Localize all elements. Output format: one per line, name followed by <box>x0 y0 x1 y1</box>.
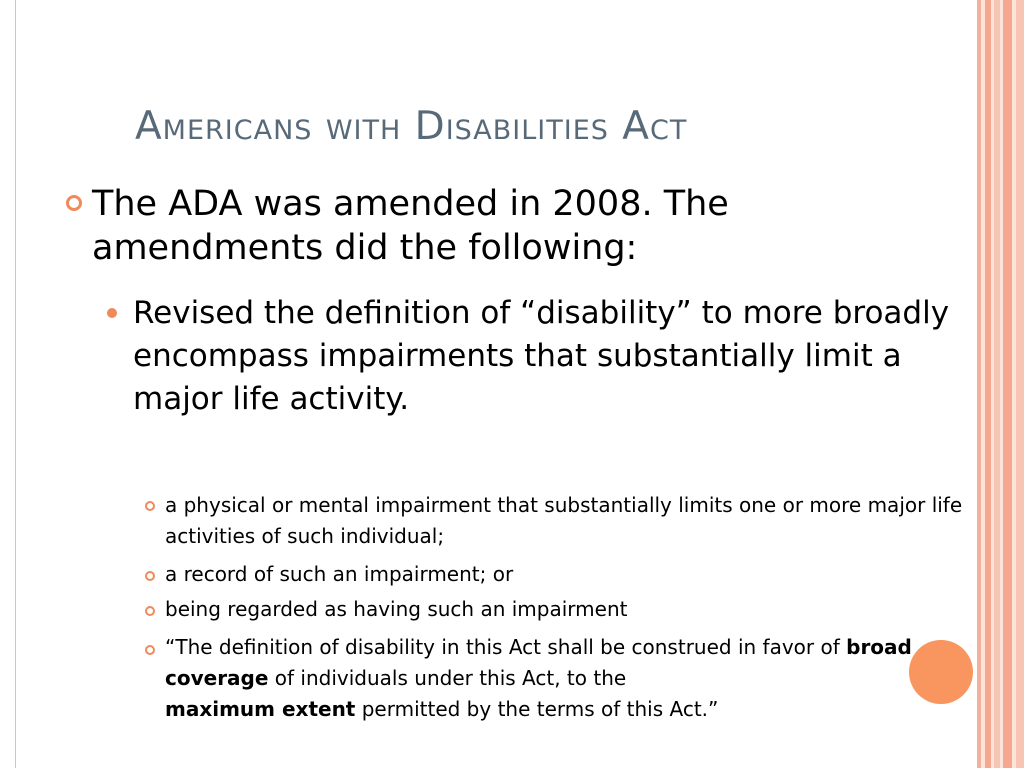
border-stripe <box>1016 0 1024 768</box>
quote-bold-text: maximum extent <box>165 697 356 721</box>
quote-bold-text: broad coverage <box>165 635 912 690</box>
bullet-level1: The ADA was amended in 2008. The amendments did the following: <box>92 184 729 268</box>
border-stripe <box>977 0 981 768</box>
ring-bullet-icon <box>145 501 155 511</box>
left-border-line <box>15 0 16 768</box>
quote-text: permitted by the terms of this Act.” <box>355 697 719 721</box>
ring-bullet-icon <box>145 571 155 581</box>
border-stripe <box>985 0 991 768</box>
sub-bullet-item: a record of such an impairment; or <box>165 562 514 586</box>
bullet-level2: Revised the definition of “disability” to more broadly encompass impairments that substantially limit a major life activity. <box>133 295 950 417</box>
border-stripe <box>1003 0 1012 768</box>
quote-text: of individuals under this Act, to the <box>268 666 627 690</box>
quote-bullet-item <box>165 632 965 725</box>
quote-text: “The definition of disability in this Act shall be construed in favor of <box>165 635 847 659</box>
slide-title: Americans with Disabilities Act <box>135 104 688 149</box>
ring-bullet-icon <box>145 645 155 655</box>
sub-bullet-item: being regarded as having such an impairment <box>165 597 628 621</box>
ring-bullet-icon <box>145 606 155 616</box>
border-stripe <box>994 0 1000 768</box>
sub-bullet-item: a physical or mental impairment that substantially limits one or more major life activities of such individual; <box>165 493 963 548</box>
dot-bullet-icon <box>107 308 117 318</box>
ring-bullet-icon <box>66 195 82 211</box>
